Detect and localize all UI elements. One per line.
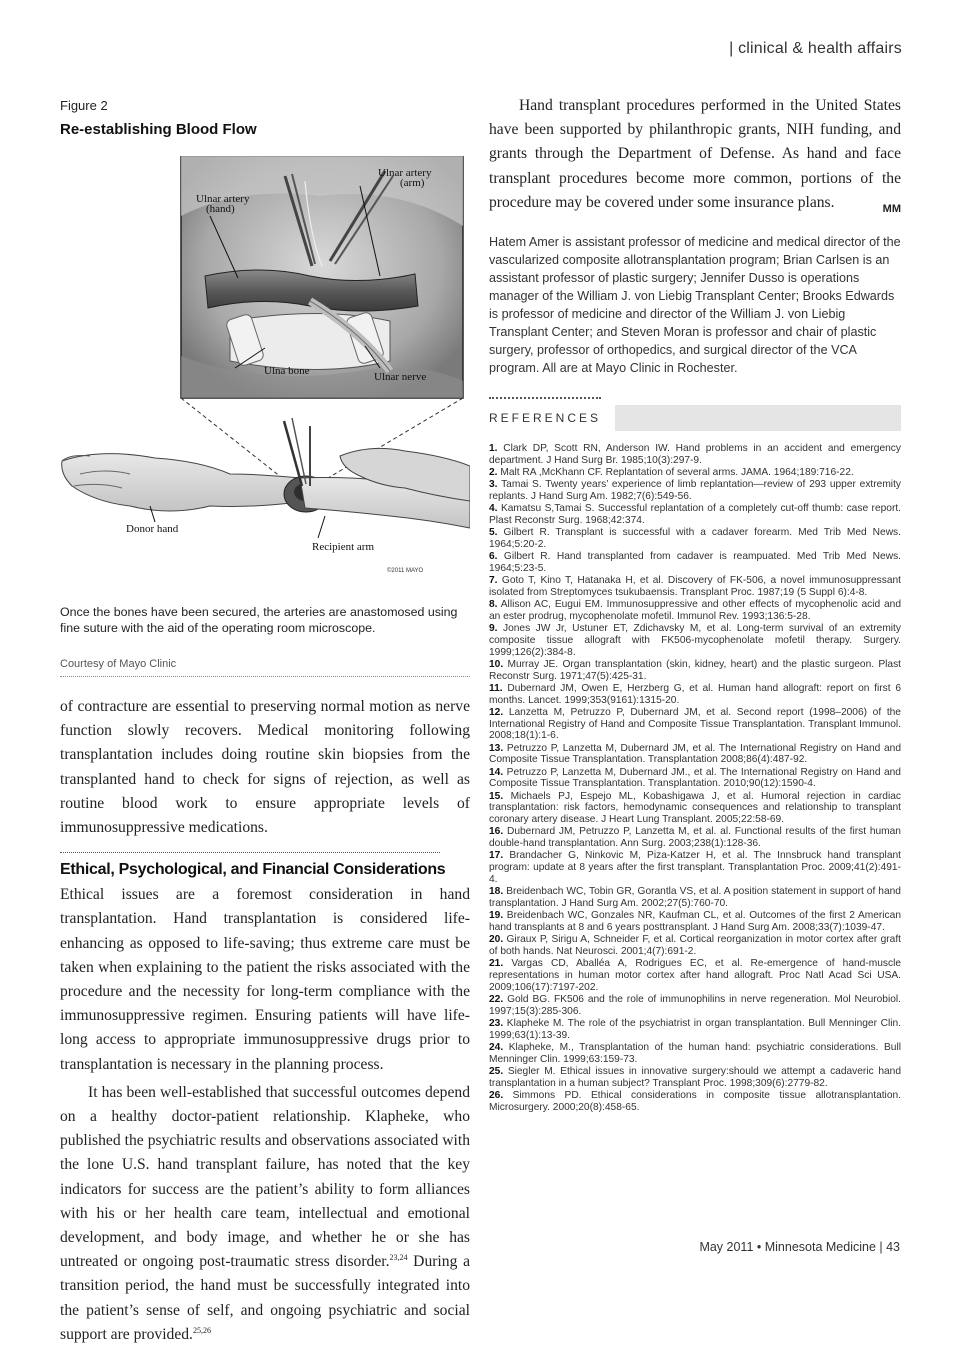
reference-text: Vargas CD, Aballéa A, Rodrigues EC, et al. Re-emergence of hand-muscle representations in human motor cortex after hand allograft. Proc Natl Acad Sci USA. 2009;106(17):7197-202. <box>489 958 901 993</box>
reference-item <box>489 886 901 909</box>
reference-text: Giraux P, Sirigu A, Schneider F, et al. Cortical reorganization in motor cortex after graft of both hands. Nat Neurosci. 2001;4(7):691-2. <box>489 934 901 957</box>
section-divider <box>60 852 440 853</box>
references-list <box>489 443 901 1113</box>
reference-number: 18. <box>489 886 504 898</box>
figure-credit: Courtesy of Mayo Clinic <box>60 658 470 677</box>
label-donor-hand: Donor hand <box>126 523 179 535</box>
reference-number: 22. <box>489 993 504 1005</box>
reference-item <box>489 443 901 466</box>
reference-item <box>489 503 901 526</box>
reference-text: Klapheke, M., Transplantation of the human hand: psychiatric considerations. Bull Menninger Clin. 1999;63:159-73. <box>489 1041 901 1065</box>
reference-item <box>489 910 901 933</box>
reference-number: 24. <box>489 1041 504 1053</box>
reference-text: Gold BG. FK506 and the role of immunophilins in nerve regeneration. Mol Neurobiol. 1997;15(3):285-306. <box>489 993 901 1017</box>
reference-item <box>489 683 901 706</box>
reference-item <box>489 1066 901 1089</box>
reference-number: 26. <box>489 1089 504 1101</box>
lead-paragraph-text: Hand transplant procedures performed in the United States have been supported by philanthropic grants, NIH funding, and grants through the Department of Defense. As hand and face transplant procedures become more common, portions of the procedure may be covered under some insurance plans. <box>489 97 901 211</box>
label-ulnar-artery-hand-sub: (hand) <box>206 203 235 215</box>
reference-number: 14. <box>489 766 504 778</box>
reference-item <box>489 934 901 957</box>
right-column <box>489 94 901 1114</box>
hand-and-arm-illustration <box>62 418 470 574</box>
body-paragraph-3-part-a: It has been well-established that successful outcomes depend on a healthy doctor-patient relationship. Klapheke, who published the psychiatric results and observations associated with the lone U.S. hand transplant failure, has noted that the key indicators for success are the patient’s ability to form alliances with his or her health care team, intellectual and emotional development, and body image, and whether he or she has untreated or ongoing post-traumatic stress disorder. <box>60 1083 470 1271</box>
references-label: REFERENCES <box>489 411 602 426</box>
label-ulnar-nerve: Ulnar nerve <box>374 371 427 383</box>
reference-text: Siegler M. Ethical issues in innovative surgery:should we attempt a cadaveric hand transplantation in a human subject? Transplant Proc. 1998;309(6):2779-82. <box>489 1065 901 1089</box>
reference-text: Petruzzo P, Lanzetta M, Dubernard JM., et al. The International Registry on Hand and Composite Tissue Transplantation. Transplantation. 2010;90(12):1590-4. <box>489 766 901 790</box>
reference-number: 23. <box>489 1017 504 1029</box>
reference-number: 7. <box>489 575 498 587</box>
body-paragraph-3 <box>60 1081 470 1347</box>
figure-title: Re-establishing Blood Flow <box>60 121 257 138</box>
reference-item <box>489 791 901 826</box>
reference-item <box>489 850 901 885</box>
reference-text: Clark DP, Scott RN, Anderson IW. Hand problems in an accident and emergency department. J Hand Surg Br. 1985;10(3):297-9. <box>489 443 901 466</box>
reference-item <box>489 527 901 550</box>
citation-25-26: 25,26 <box>192 1325 211 1335</box>
reference-number: 10. <box>489 659 504 671</box>
reference-number: 9. <box>489 623 498 635</box>
label-ulna-bone: Ulna bone <box>264 365 310 377</box>
reference-text: Malt RA ,McKhann CF. Replantation of several arms. JAMA. 1964;189:716-22. <box>500 467 854 479</box>
section-heading-ethics: Ethical, Psychological, and Financial Considerations <box>60 861 446 879</box>
label-ulnar-artery-hand: Ulnar artery <box>196 193 250 205</box>
author-bio: Hatem Amer is assistant professor of medicine and medical director of the vascularized composite allotransplantation program; Brian Carlsen is an assistant professor of plastic surgery; Jennifer Dusso is operations manager of the William J. von Liebig Transplant Center; Brooks Edwards is professor of medicine and director of the William J. von Liebig Transplant Center; and Steven Moran is professor and chair of plastic surgery, professor of orthopedics, and surgical director of the VCA program. All are at Mayo Clinic in Rochester. <box>489 235 901 376</box>
reference-number: 11. <box>489 683 503 695</box>
reference-text: Tamai S. Twenty years’ experience of limb replantation—review of 293 upper extremity replants. J Hand Surg Am. 1982;7(6):549-56. <box>489 479 901 503</box>
reference-number: 3. <box>489 479 498 491</box>
reference-number: 4. <box>489 503 498 515</box>
reference-item <box>489 659 901 682</box>
reference-item <box>489 743 901 766</box>
reference-item <box>489 994 901 1017</box>
figure-caption: Once the bones have been secured, the arteries are anastomosed using fine suture with the aid of the operating room microscope. <box>60 605 458 635</box>
reference-text: Michaels PJ, Espejo ML, Kobashigawa J, et al. Humoral rejection in cardiac transplantation: risk factors, hemodynamic consequences and relationship to transplant coronary artery disease. J Heart Lung Transplant. 2005;22:58-69. <box>489 790 901 826</box>
figure-label: Figure 2 <box>60 98 108 113</box>
references-header <box>489 405 901 431</box>
reference-number: 1. <box>489 443 498 455</box>
body-paragraph-2: Ethical issues are a foremost consideration in hand transplantation. Hand transplantation is considered life-enhancing as opposed to life-saving; thus extreme care must be taken when explaining to the patient the risks associated with the procedure and the necessity for long-term compliance with the immunosuppressive regimen. Ensuring patients will have life-long access to appropriate immunosuppressive drugs prior to transplantation is necessary in the planning process. <box>60 886 470 1073</box>
reference-number: 8. <box>489 599 498 611</box>
section-header: | clinical & health affairs <box>729 40 902 57</box>
article-end-mark: MM <box>882 202 901 215</box>
reference-item <box>489 1018 901 1041</box>
reference-text: Murray JE. Organ transplantation (skin, kidney, heart) and the plastic surgeon. Plast Reconstr Surg. 1971;47(5):425-31. <box>489 659 901 682</box>
reference-text: Lanzetta M, Petruzzo P, Dubernard JM, et al. Second report (1998–2006) of the International Registry of Hand and Composite Tissue Transplantation. Transplant Immunol. 2008;18(1):1-6. <box>489 707 901 742</box>
reference-item <box>489 599 901 622</box>
reference-text: Dubernard JM, Owen E, Herzberg G, et al. Human hand allograft: report on first 6 months. Lancet. 1999;353(9161):1315-20. <box>489 683 901 706</box>
reference-text: Jones JW Jr, Ustuner ET, Zdichavsky M, et al. Long-term survival of an extremity composite tissue allograft with FK506-mycophenolate mofetil therapy. Surgery. 1999;126(2):384-8. <box>489 623 901 658</box>
reference-number: 17. <box>489 850 504 862</box>
lead-paragraph <box>489 94 901 215</box>
figure-illustration <box>60 156 470 596</box>
reference-number: 6. <box>489 551 498 563</box>
reference-item <box>489 551 901 574</box>
inset-surgical-view <box>181 156 463 398</box>
label-recipient-arm: Recipient arm <box>312 541 375 553</box>
reference-text: Kamatsu S,Tamai S. Successful replantation of a completely cut-off thumb: case report. Plast Reconstr Surg. 1968;42:374. <box>489 503 901 527</box>
reference-text: Breidenbach WC, Gonzales NR, Kaufman CL, et al. Outcomes of the first 2 American hand transplants at 8 and 6 years posttransplant. J Hand Surg Am. 2008;33(7):1039-47. <box>489 910 901 933</box>
reference-number: 21. <box>489 958 504 970</box>
reference-number: 25. <box>489 1065 504 1077</box>
reference-number: 12. <box>489 707 504 719</box>
reference-text: Allison AC, Eugui EM. Immunosuppressive and other effects of mycophenolic acid and an ester prodrug, mycophenolate mofetil. Immunol Rev. 1993;136:5-28. <box>489 599 901 623</box>
reference-item <box>489 707 901 742</box>
references-divider <box>489 397 601 399</box>
body-paragraph-1: of contracture are essential to preserving normal motion as nerve function slowly recovers. Medical monitoring following transplantation includes doing routine skin biopsies from the transplanted hand to check for signs of rejection, as well as routine blood work to ensure appropriate levels of immunosuppressive medications. <box>60 698 470 837</box>
label-ulnar-artery-arm-sub: (arm) <box>400 177 425 189</box>
reference-number: 20. <box>489 934 504 946</box>
copyright-mark: ©2011 MAYO <box>387 568 424 574</box>
reference-text: Breidenbach WC, Tobin GR, Gorantla VS, et al. A position statement in support of hand transplantation. J Hand Surg Am. 2002;27(5):760-70. <box>489 886 901 909</box>
reference-text: Brandacher G, Ninkovic M, Piza-Katzer H, et al. The Innsbruck hand transplant program: update at 8 years after the first transplant. Transplantation Proc. 2009;41(2):491-4. <box>489 850 901 885</box>
reference-item <box>489 479 901 502</box>
reference-item <box>489 1090 901 1113</box>
body-paragraph-3-part-b: During a transition period, the hand must be successfully integrated into the patient’s sense of self, and ongoing psychiatric and social support are provided. <box>60 1253 470 1343</box>
reference-text: Simmons PD. Ethical considerations in composite tissue allotransplantation. Microsurgery. 2000;20(8):458-65. <box>489 1089 901 1113</box>
left-column <box>60 98 470 1347</box>
reference-item <box>489 467 901 479</box>
reference-number: 19. <box>489 910 504 922</box>
label-ulnar-artery-arm: Ulnar artery <box>378 167 432 179</box>
reference-number: 5. <box>489 527 498 539</box>
reference-item <box>489 623 901 658</box>
reference-item <box>489 1042 901 1065</box>
reference-text: Dubernard JM, Petruzzo P, Lanzetta M, et al. al. Functional results of the first human double-hand transplantation. Ann Surg. 2003;238(1):128-36. <box>489 826 901 850</box>
reference-number: 15. <box>489 790 504 802</box>
reference-text: Petruzzo P, Lanzetta M, Dubernard JM, et al. The International Registry on Hand and Composite Tissue Transplantation. Transplantation 2008;86(4):487-92. <box>489 742 901 766</box>
reference-item <box>489 767 901 790</box>
page-footer: May 2011 • Minnesota Medicine | 43 <box>699 1240 900 1254</box>
reference-item <box>489 575 901 598</box>
reference-item <box>489 826 901 849</box>
references-band <box>615 405 901 431</box>
reference-text: Goto T, Kino T, Hatanaka H, et al. Discovery of FK-506, a novel immunosuppressant isolated from Streptomyces tsukubaensis. Transplant Proc. 1987;19 (5 Suppl 6):4-8. <box>489 575 901 599</box>
reference-text: Gilbert R. Transplant is successful with a cadaver forearm. Med Trib Med News. 1964;5:20-2. <box>489 527 901 551</box>
reference-text: Klapheke M. The role of the psychiatrist in organ transplantation. Bull Menninger Clin. 1999;63(1):13-39. <box>489 1017 901 1041</box>
reference-number: 2. <box>489 467 498 479</box>
reference-number: 16. <box>489 826 504 838</box>
reference-item <box>489 958 901 993</box>
citation-23-24: 23,24 <box>389 1253 408 1263</box>
reference-number: 13. <box>489 742 504 754</box>
reference-text: Gilbert R. Hand transplanted from cadaver is reampuated. Med Trib Med News. 1964;5:23-5. <box>489 551 901 575</box>
